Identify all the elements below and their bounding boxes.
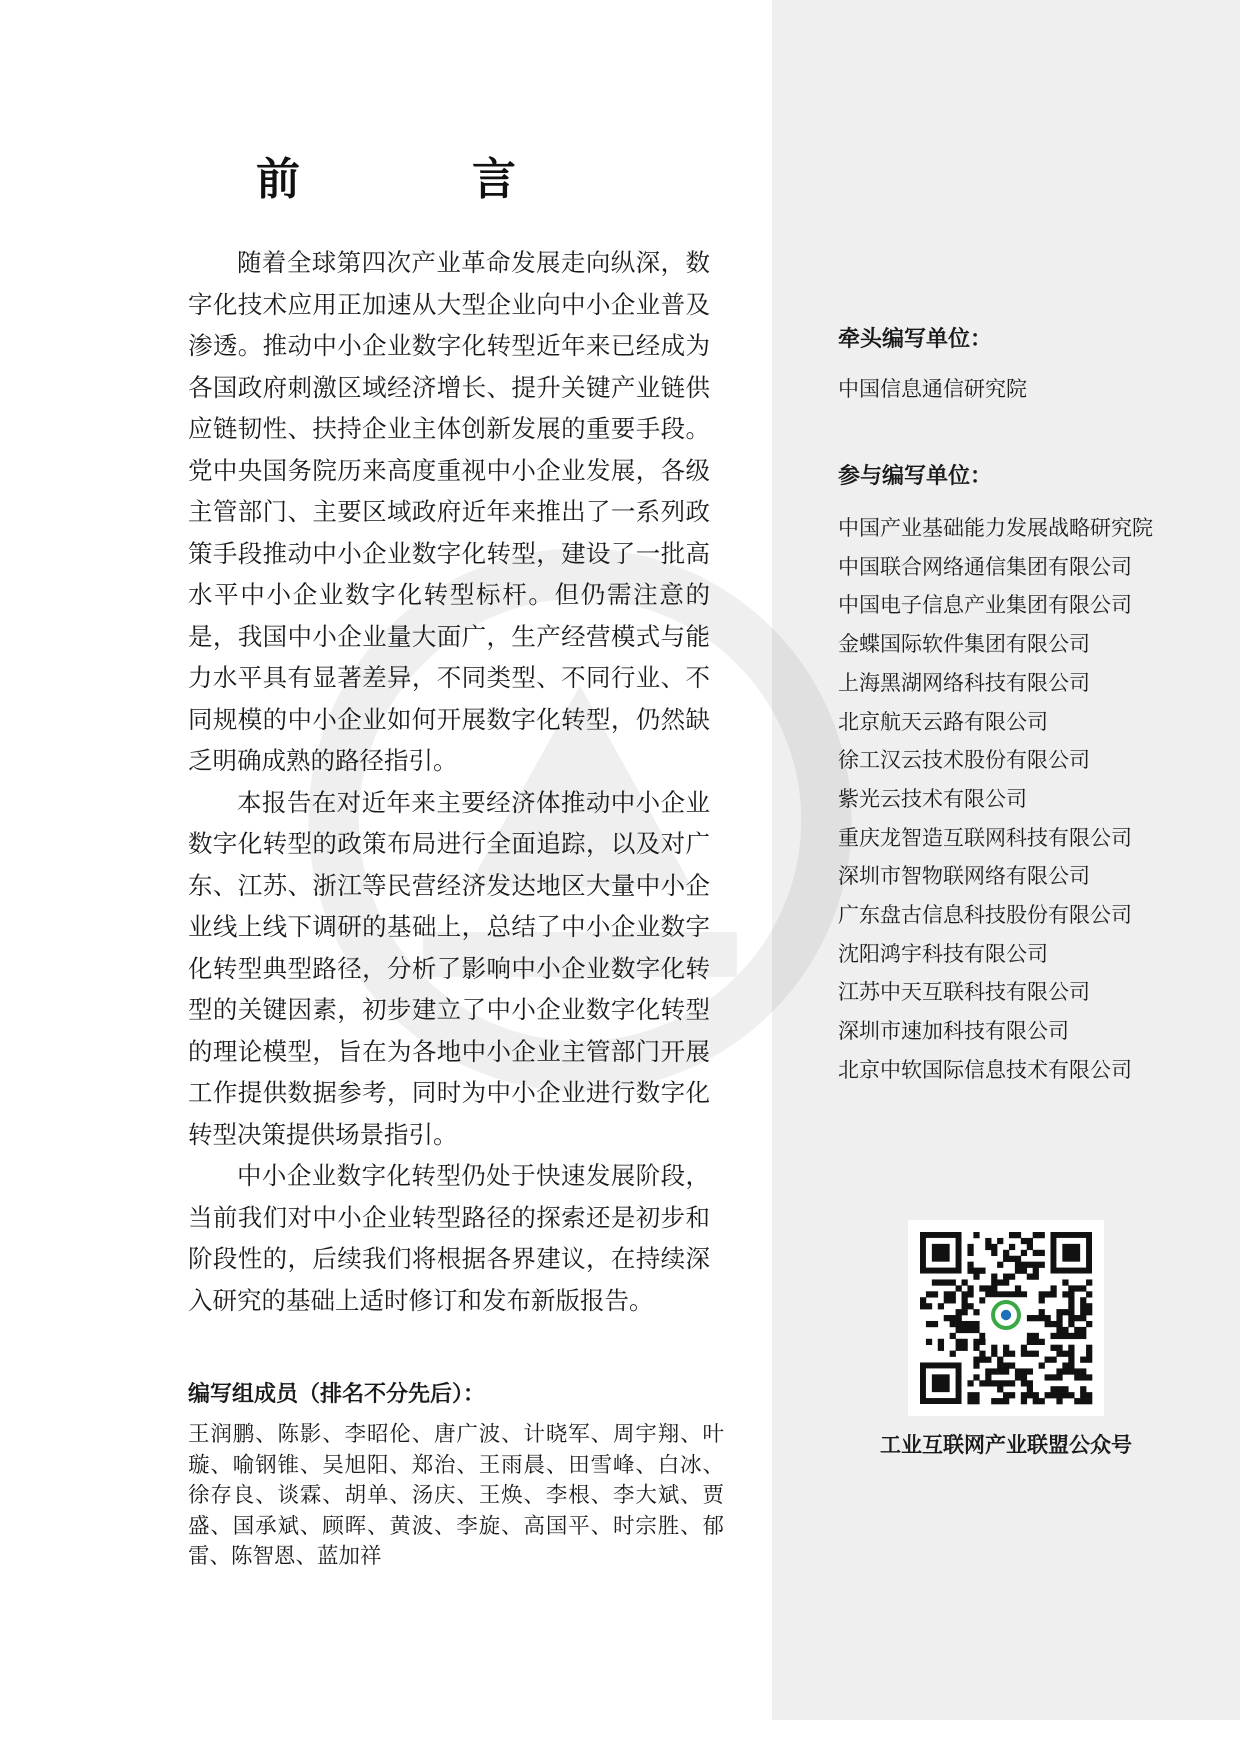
qr-module	[1068, 1351, 1074, 1357]
qr-module	[1068, 1291, 1074, 1297]
qr-module	[950, 1321, 956, 1327]
preface-paragraph-3: 中小企业数字化转型仍处于快速发展阶段，当前我们对中小企业转型路径的探索还是初步和阶段性的，后续我们将根据各界建议，在持续深入研究的基础上适时修订和发布新版报告。	[188, 1161, 710, 1315]
qr-module	[1068, 1315, 1074, 1321]
qr-module	[956, 1309, 962, 1315]
qr-module	[1003, 1256, 1009, 1262]
qr-module	[1062, 1392, 1068, 1398]
list-item: 江苏中天互联科技有限公司	[838, 980, 1090, 1005]
list-item: 上海黑湖网络科技有限公司	[838, 670, 1090, 695]
qr-module	[1015, 1268, 1021, 1274]
qr-module	[938, 1345, 944, 1351]
qr-module	[973, 1274, 979, 1280]
qr-module	[1056, 1374, 1062, 1380]
qr-module	[1015, 1285, 1021, 1291]
qr-module	[1027, 1274, 1033, 1280]
qr-module	[1056, 1321, 1062, 1327]
qr-module	[967, 1250, 973, 1256]
qr-module	[1050, 1345, 1056, 1351]
qr-module	[926, 1321, 932, 1327]
list-item: 中国电子信息产业集团有限公司	[838, 593, 1132, 618]
qr-module	[1015, 1262, 1021, 1268]
qr-module	[997, 1291, 1003, 1297]
qr-module	[967, 1268, 973, 1274]
qr-module	[1027, 1244, 1033, 1250]
qr-module	[967, 1398, 973, 1404]
qr-module	[1045, 1357, 1051, 1363]
qr-module	[979, 1268, 985, 1274]
qr-module	[1015, 1232, 1021, 1238]
lead-unit-heading: 牵头编写单位：	[838, 327, 993, 352]
qr-module	[1074, 1333, 1080, 1339]
qr-module	[1009, 1274, 1015, 1280]
qr-module	[1080, 1357, 1086, 1363]
qr-module	[1056, 1327, 1062, 1333]
qr-module	[997, 1362, 1003, 1368]
qr-module	[1068, 1309, 1074, 1315]
qr-module	[944, 1291, 950, 1297]
qr-module	[1086, 1357, 1092, 1363]
qr-module	[997, 1380, 1003, 1386]
authors-list: 王润鹏、陈影、李昭伦、唐广波、计晓军、周宇翔、叶璇、喻钢锥、吴旭阳、郑治、王雨晨、田雪峰、白冰、徐存良、谈霖、胡单、汤庆、王焕、李根、李大斌、贾盛、国承斌、顾晖、黄波、李旋、高国平、时宗胜、郁雷、陈智恩、蓝加祥	[188, 1422, 724, 1569]
qr-module	[985, 1357, 991, 1363]
qr-module	[1021, 1291, 1027, 1297]
qr-module	[973, 1309, 979, 1315]
qr-module	[932, 1321, 938, 1327]
qr-module	[1086, 1303, 1092, 1309]
qr-module	[1068, 1303, 1074, 1309]
list-item: 深圳市智物联网络有限公司	[838, 864, 1090, 889]
qr-module	[1033, 1339, 1039, 1345]
qr-module	[1068, 1392, 1074, 1398]
qr-module	[991, 1380, 997, 1386]
qr-module	[1027, 1392, 1033, 1398]
qr-module	[1021, 1380, 1027, 1386]
qr-module	[1050, 1291, 1056, 1297]
qr-module	[997, 1357, 1003, 1363]
qr-module	[1027, 1351, 1033, 1357]
qr-finder-core	[1062, 1244, 1080, 1262]
qr-module	[1003, 1380, 1009, 1386]
qr-module	[962, 1303, 968, 1309]
qr-module	[991, 1368, 997, 1374]
qr-module	[973, 1339, 979, 1345]
qr-module	[1003, 1279, 1009, 1285]
qr-finder-core	[932, 1374, 950, 1392]
qr-module	[950, 1291, 956, 1297]
qr-module	[1074, 1398, 1080, 1404]
qr-module	[1080, 1333, 1086, 1339]
qr-module	[962, 1279, 968, 1285]
qr-module	[950, 1279, 956, 1285]
qr-module	[1068, 1368, 1074, 1374]
qr-module	[1033, 1351, 1039, 1357]
qr-module	[973, 1321, 979, 1327]
qr-module	[985, 1285, 991, 1291]
qr-module	[956, 1315, 962, 1321]
qr-module	[973, 1327, 979, 1333]
qr-module	[962, 1309, 968, 1315]
qr-module	[979, 1285, 985, 1291]
qr-module	[997, 1238, 1003, 1244]
qr-module	[926, 1339, 932, 1345]
qr-module	[956, 1285, 962, 1291]
qr-module	[1068, 1297, 1074, 1303]
qr-module	[1027, 1315, 1033, 1321]
qr-module	[1003, 1368, 1009, 1374]
qr-module	[997, 1279, 1003, 1285]
qr-module	[1074, 1285, 1080, 1291]
qr-module	[1086, 1291, 1092, 1297]
qr-module	[1062, 1351, 1068, 1357]
qr-module	[997, 1368, 1003, 1374]
qr-module	[991, 1398, 997, 1404]
qr-module	[1080, 1297, 1086, 1303]
qr-module	[1015, 1256, 1021, 1262]
qr-module	[1027, 1238, 1033, 1244]
qr-module	[1039, 1398, 1045, 1404]
list-item: 深圳市速加科技有限公司	[838, 1019, 1069, 1044]
qr-module	[991, 1291, 997, 1297]
qr-module	[956, 1321, 962, 1327]
qr-module	[1056, 1398, 1062, 1404]
qr-module	[1039, 1339, 1045, 1345]
qr-module	[1027, 1333, 1033, 1339]
qr-module	[938, 1303, 944, 1309]
qr-module	[1033, 1232, 1039, 1238]
qr-module	[1033, 1392, 1039, 1398]
qr-module	[1068, 1345, 1074, 1351]
list-item: 中国联合网络通信集团有限公司	[838, 554, 1132, 579]
qr-module	[1039, 1262, 1045, 1268]
qr-module	[985, 1374, 991, 1380]
qr-module	[1033, 1398, 1039, 1404]
qr-module	[997, 1262, 1003, 1268]
qr-module	[973, 1398, 979, 1404]
qr-module	[1027, 1262, 1033, 1268]
qr-module	[985, 1238, 991, 1244]
qr-module	[1045, 1291, 1051, 1297]
list-item: 紫光云技术有限公司	[838, 786, 1027, 811]
preface-paragraph-1: 随着全球第四次产业革命发展走向纵深，数字化技术应用正加速从大型企业向中小企业普及渗透。推动中小企业数字化转型近年来已经成为各国政府刺激区域经济增长、提升关键产业链供应链韧性、扶持企业主体创新发展的重要手段。党中央国务院历来高度重视中小企业发展，各级主管部门、主要区域政府近年来推出了一系列政策手段推动中小企业数字化转型，建设了一批高水平中小企业数字化转型标杆。但仍需注意的是，我国中小企业量大面广，生产经营模式与能力水平具有显著差异，不同类型、不同行业、不同规模的中小企业如何开展数字化转型，仍然缺乏明确成熟的路径指引。	[188, 248, 710, 775]
qr-module	[1009, 1380, 1015, 1386]
qr-module	[1056, 1392, 1062, 1398]
qr-module	[979, 1351, 985, 1357]
qr-module	[1068, 1333, 1074, 1339]
qr-module	[967, 1321, 973, 1327]
qr-module	[985, 1368, 991, 1374]
qr-module	[1050, 1374, 1056, 1380]
qr-module	[1062, 1309, 1068, 1315]
qr-module	[962, 1327, 968, 1333]
qr-module	[950, 1297, 956, 1303]
qr-module	[1080, 1374, 1086, 1380]
qr-module	[1050, 1357, 1056, 1363]
qr-module	[1080, 1309, 1086, 1315]
qr-module	[1039, 1297, 1045, 1303]
qr-module	[1009, 1256, 1015, 1262]
qr-module	[1056, 1351, 1062, 1357]
qr-module	[985, 1291, 991, 1297]
qr-module	[1003, 1274, 1009, 1280]
qr-module	[1003, 1291, 1009, 1297]
qr-module	[1062, 1327, 1068, 1333]
authors-heading: 编写组成员（排名不分先后）：	[188, 1382, 486, 1407]
page-title: 前 言	[256, 154, 580, 205]
qr-module	[1039, 1315, 1045, 1321]
preface-paragraph-2: 本报告在对近年来主要经济体推动中小企业数字化转型的政策布局进行全面追踪，以及对广东、江苏、浙江等民营经济发达地区大量中小企业线上线下调研的基础上，总结了中小企业数字化转型典型路径，分析了影响中小企业数字化转型的关键因素，初步建立了中小企业数字化转型的理论模型，旨在为各地中小企业主管部门开展工作提供数据参考，同时为中小企业进行数字化转型决策提供场景指引。	[188, 787, 710, 1149]
qr-module	[1056, 1386, 1062, 1392]
qr-module	[1039, 1291, 1045, 1297]
qr-module	[1015, 1291, 1021, 1297]
qr-module	[1027, 1386, 1033, 1392]
qr-module	[1027, 1380, 1033, 1386]
qr-module	[1086, 1309, 1092, 1315]
list-item: 中国产业基础能力发展战略研究院	[838, 516, 1153, 540]
qr-module	[926, 1303, 932, 1309]
qr-module	[962, 1291, 968, 1297]
qr-module	[1080, 1303, 1086, 1309]
qr-module	[950, 1333, 956, 1339]
qr-module	[1056, 1345, 1062, 1351]
qr-finder-core	[932, 1244, 950, 1262]
qr-module	[997, 1398, 1003, 1404]
qr-module	[956, 1339, 962, 1345]
qr-module	[950, 1315, 956, 1321]
qr-module	[979, 1357, 985, 1363]
qr-module	[1003, 1250, 1009, 1256]
list-item: 金蝶国际软件集团有限公司	[838, 632, 1090, 657]
qr-module	[979, 1297, 985, 1303]
qr-module	[1027, 1339, 1033, 1345]
qr-module	[1033, 1262, 1039, 1268]
qr-module	[967, 1327, 973, 1333]
qr-module	[991, 1351, 997, 1357]
qr-module	[979, 1339, 985, 1345]
qr-module	[1045, 1315, 1051, 1321]
qr-module	[967, 1380, 973, 1386]
list-item: 北京中软国际信息技术有限公司	[838, 1057, 1132, 1082]
qr-module	[1045, 1321, 1051, 1327]
qr-module	[1062, 1291, 1068, 1297]
qr-module	[956, 1345, 962, 1351]
qr-module	[1033, 1333, 1039, 1339]
qr-module	[1003, 1392, 1009, 1398]
qr-module	[956, 1327, 962, 1333]
qr-module	[967, 1285, 973, 1291]
qr-module	[1062, 1368, 1068, 1374]
qr-module	[1033, 1315, 1039, 1321]
qr-module	[1056, 1333, 1062, 1339]
qr-module	[1033, 1250, 1039, 1256]
qr-module	[962, 1339, 968, 1345]
qr-module	[1080, 1285, 1086, 1291]
qr-module	[967, 1244, 973, 1250]
qr-module	[932, 1279, 938, 1285]
qr-module	[1074, 1368, 1080, 1374]
qr-module	[967, 1291, 973, 1297]
qr-module	[1062, 1333, 1068, 1339]
qr-module	[973, 1374, 979, 1380]
qr-module	[1068, 1321, 1074, 1327]
list-item: 广东盘古信息科技股份有限公司	[838, 903, 1132, 928]
qr-module	[944, 1279, 950, 1285]
qr-module	[1080, 1315, 1086, 1321]
qr-module	[938, 1279, 944, 1285]
qr-module	[1021, 1351, 1027, 1357]
qr-module	[1086, 1279, 1092, 1285]
qr-module	[1056, 1315, 1062, 1321]
qr-logo-core	[1001, 1310, 1011, 1320]
qr-module	[938, 1339, 944, 1345]
qr-module	[1050, 1392, 1056, 1398]
qr-module	[1080, 1398, 1086, 1404]
qr-module	[1039, 1362, 1045, 1368]
qr-module	[962, 1297, 968, 1303]
qr-module	[1074, 1327, 1080, 1333]
qr-module	[1021, 1392, 1027, 1398]
qr-module	[1068, 1285, 1074, 1291]
qr-module	[985, 1380, 991, 1386]
qr-module	[1021, 1238, 1027, 1244]
qr-module	[1033, 1268, 1039, 1274]
qr-module	[1062, 1386, 1068, 1392]
qr-module	[1039, 1232, 1045, 1238]
qr-module	[1080, 1392, 1086, 1398]
qr-module	[1056, 1309, 1062, 1315]
qr-module	[973, 1392, 979, 1398]
qr-module	[1021, 1268, 1027, 1274]
qr-module	[991, 1244, 997, 1250]
qr-module	[1021, 1262, 1027, 1268]
qr-module	[1080, 1386, 1086, 1392]
qr-module	[973, 1357, 979, 1363]
qr-module	[1039, 1250, 1045, 1256]
qr-module	[1080, 1368, 1086, 1374]
participating-units-heading: 参与编写单位：	[838, 464, 993, 489]
qr-module	[1074, 1315, 1080, 1321]
qr-module	[979, 1333, 985, 1339]
qr-module	[926, 1291, 932, 1297]
preface-body	[188, 242, 710, 1321]
qr-module	[1086, 1392, 1092, 1398]
qr-module	[1086, 1321, 1092, 1327]
qr-module	[991, 1285, 997, 1291]
qr-module	[973, 1232, 979, 1238]
lead-unit-name: 中国信息通信研究院	[838, 377, 1027, 401]
qr-module	[1003, 1362, 1009, 1368]
list-item: 北京航天云路有限公司	[838, 709, 1048, 734]
qr-module	[991, 1345, 997, 1351]
qr-module	[962, 1321, 968, 1327]
qr-module	[1003, 1351, 1009, 1357]
list-item: 沈阳鸿宇科技有限公司	[838, 941, 1048, 966]
qr-module	[973, 1362, 979, 1368]
qr-module	[1021, 1398, 1027, 1404]
qr-module	[1003, 1398, 1009, 1404]
qr-module	[932, 1291, 938, 1297]
qr-module	[1015, 1374, 1021, 1380]
qr-module	[973, 1268, 979, 1274]
qr-module	[1009, 1351, 1015, 1357]
qr-module	[991, 1250, 997, 1256]
qr-module	[944, 1297, 950, 1303]
qr-module	[967, 1303, 973, 1309]
qr-module	[920, 1297, 926, 1303]
qr-module	[967, 1392, 973, 1398]
qr-module	[1021, 1250, 1027, 1256]
qr-module	[997, 1386, 1003, 1392]
qr-module	[1033, 1274, 1039, 1280]
qr-module	[1068, 1357, 1074, 1363]
qr-module	[1062, 1279, 1068, 1285]
qr-module	[1015, 1368, 1021, 1374]
qr-module	[1050, 1386, 1056, 1392]
qr-module	[1086, 1345, 1092, 1351]
qr-module	[1086, 1374, 1092, 1380]
qr-module	[1062, 1362, 1068, 1368]
participating-units-list	[838, 509, 1153, 1090]
qr-module	[1080, 1327, 1086, 1333]
qr-module	[991, 1274, 997, 1280]
qr-module	[1009, 1244, 1015, 1250]
qr-module	[1074, 1374, 1080, 1380]
list-item: 重庆龙智造互联网科技有限公司	[838, 825, 1132, 850]
qr-module	[950, 1351, 956, 1357]
qr-module	[1039, 1309, 1045, 1315]
qr-module	[1009, 1291, 1015, 1297]
qr-module	[962, 1345, 968, 1351]
qr-module	[1009, 1392, 1015, 1398]
qr-module	[920, 1303, 926, 1309]
qr-module	[985, 1244, 991, 1250]
qr-module	[991, 1279, 997, 1285]
qr-module	[1021, 1345, 1027, 1351]
qr-module	[1003, 1345, 1009, 1351]
qr-caption: 工业互联网产业联盟公众号	[880, 1433, 1132, 1457]
qr-module	[1056, 1368, 1062, 1374]
qr-module	[1009, 1362, 1015, 1368]
qr-module	[944, 1315, 950, 1321]
list-item: 徐工汉云技术股份有限公司	[838, 748, 1090, 773]
qr-module	[1050, 1285, 1056, 1291]
qr-module	[1021, 1374, 1027, 1380]
qr-module	[1086, 1351, 1092, 1357]
qr-module	[1009, 1232, 1015, 1238]
qr-module	[1086, 1398, 1092, 1404]
qr-module	[1021, 1368, 1027, 1374]
qr-module	[1068, 1362, 1074, 1368]
qr-module	[967, 1262, 973, 1268]
qr-module	[1027, 1368, 1033, 1374]
qr-module	[1050, 1321, 1056, 1327]
qr-module	[1045, 1374, 1051, 1380]
qr-module	[1045, 1392, 1051, 1398]
qr-module	[1050, 1333, 1056, 1339]
qr-module	[973, 1345, 979, 1351]
qr-code-icon	[908, 1220, 1104, 1416]
qr-code-graphic	[908, 1220, 1104, 1416]
qr-module	[979, 1380, 985, 1386]
